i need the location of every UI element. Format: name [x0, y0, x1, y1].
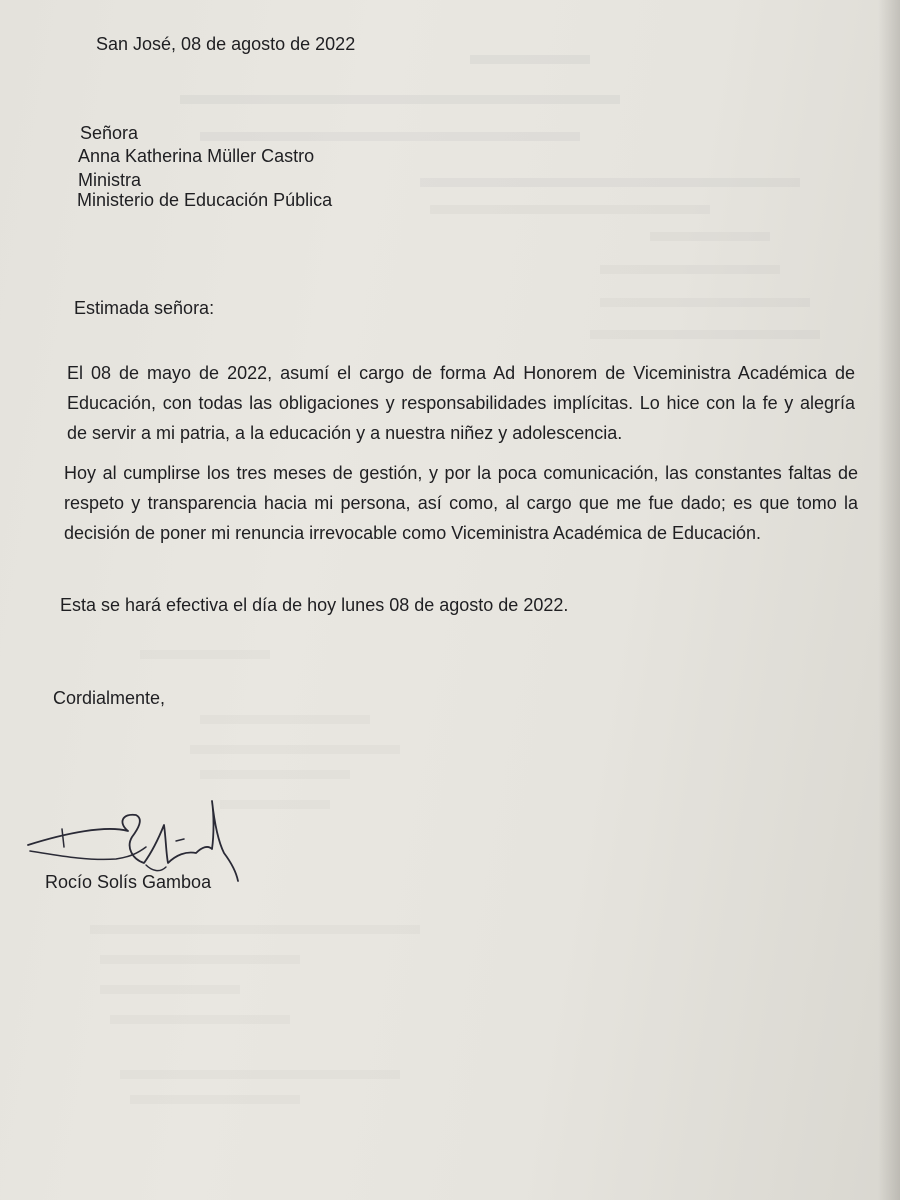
recipient-institution: Ministerio de Educación Pública — [77, 190, 333, 210]
place-date: San José, 08 de agosto de 2022 — [96, 34, 356, 54]
paragraph-3: Esta se hará efectiva el día de hoy lunes 08 de agosto de 2022. — [60, 595, 569, 615]
paragraph-1: El 08 de mayo de 2022, asumí el cargo de forma Ad Honorem de Viceministra Académica de Educación, con todas las obligaciones y responsabilidades implícitas. Lo hice con la fe y alegría de servir a mi patria, a la educación y a nuestra niñez y adolescencia. — [67, 363, 855, 443]
signer-name: Rocío Solís Gamboa — [45, 872, 212, 892]
paper-edge-shadow — [878, 0, 900, 1200]
recipient-name: Anna Katherina Müller Castro — [78, 146, 315, 166]
recipient-salutation: Señora — [80, 123, 139, 143]
recipient-title: Ministra — [78, 170, 142, 190]
greeting: Estimada señora: — [74, 298, 215, 318]
paragraph-2: Hoy al cumplirse los tres meses de gestión, y por la poca comunicación, las constantes faltas de respeto y transparencia hacia mi persona, así como, al cargo que me fue dado; es que tomo la decisión de poner mi renuncia irrevocable como Viceministra Académica de Educación. — [64, 463, 858, 543]
closing: Cordialmente, — [53, 688, 166, 708]
